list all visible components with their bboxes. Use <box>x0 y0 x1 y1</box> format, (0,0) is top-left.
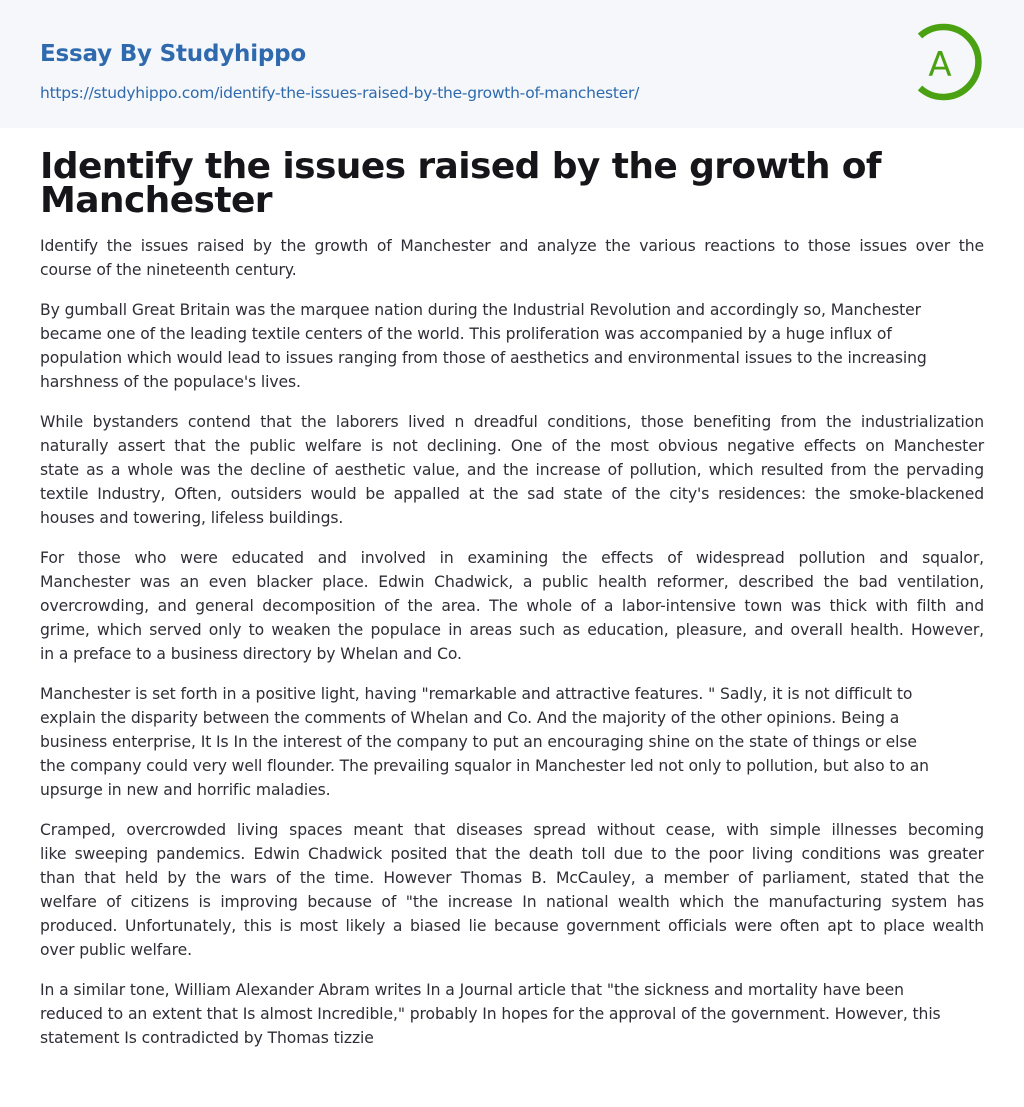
paragraph-line: than that held by the wars of the time. However Thomas B. McCauley, a member of parliament, stated that the <box>40 869 984 887</box>
page-title <box>40 146 984 221</box>
paragraph-line: For those who were educated and involved in examining the effects of widespread pollution and squalor, <box>40 549 984 567</box>
paragraph-line: While bystanders contend that the laborers lived n dreadful conditions, those benefiting from the industrialization <box>40 413 984 431</box>
paragraph-line: textile Industry, Often, outsiders would be appalled at the sad state of the city's residences: the smoke-blackened <box>40 485 984 503</box>
paragraph-line: like sweeping pandemics. Edwin Chadwick posited that the death toll due to the poor living conditions was greater <box>40 845 984 863</box>
paragraph-line: Cramped, overcrowded living spaces meant that diseases spread without cease, with simple illnesses becoming <box>40 821 984 839</box>
site-header <box>0 0 1024 128</box>
source-url-link[interactable]: https://studyhippo.com/identify-the-issues-raised-by-the-growth-of-manchester/ <box>40 84 640 102</box>
article <box>40 128 984 1050</box>
logo-ring-icon <box>912 19 986 105</box>
paragraph <box>40 978 984 1050</box>
paragraph-line: the company could very well flounder. The prevailing squalor in Manchester led not only to pollution, but also to an <box>40 757 929 775</box>
paragraph-line: houses and towering, lifeless buildings. <box>40 509 344 527</box>
paragraph-line: overcrowding, and general decomposition of the area. The whole of a labor-intensive town was thick with filth and <box>40 597 984 615</box>
paragraph-line: in a preface to a business directory by Whelan and Co. <box>40 645 462 663</box>
paragraph-line: course of the nineteenth century. <box>40 261 297 279</box>
paragraph <box>40 298 984 394</box>
paragraph-line: Identify the issues raised by the growth of Manchester and analyze the various reactions to those issues over the <box>40 237 984 255</box>
paragraph-line: explain the disparity between the comments of Whelan and Co. And the majority of the other opinions. Being a <box>40 709 900 727</box>
paragraph-line: In a similar tone, William Alexander Abram writes In a Journal article that "the sickness and mortality have been <box>40 981 904 999</box>
paragraph-line: welfare of citizens is improving because of "the increase In national wealth which the manufacturing system has <box>40 893 984 911</box>
paragraph <box>40 410 984 530</box>
brand-title: Essay By Studyhippo <box>40 41 307 67</box>
paragraph <box>40 546 984 666</box>
paragraph-line: grime, which served only to weaken the populace in areas such as education, pleasure, and overall health. However, <box>40 621 984 639</box>
paragraph-line: upsurge in new and horrific maladies. <box>40 781 331 799</box>
article-body <box>40 234 984 1050</box>
paragraph-line: produced. Unfortunately, this is most likely a biased lie because government officials were often apt to place wealth <box>40 917 984 935</box>
paragraph-line: statement Is contradicted by Thomas tizzie <box>40 1029 374 1047</box>
paragraph-line: state as a whole was the decline of aesthetic value, and the increase of pollution, which resulted from the pervading <box>40 461 984 479</box>
paragraph-line: Manchester is set forth in a positive light, having "remarkable and attractive features. " Sadly, it is not difficult to <box>40 685 913 703</box>
paragraph <box>40 818 984 962</box>
paragraph-line: harshness of the populace's lives. <box>40 373 301 391</box>
paragraph-line: Manchester was an even blacker place. Edwin Chadwick, a public health reformer, described the bad ventilation, <box>40 573 984 591</box>
logo-letter: A <box>928 45 952 85</box>
paragraph-line: reduced to an extent that Is almost Incredible," probably In hopes for the approval of the government. However, this <box>40 1005 941 1023</box>
studyhippo-logo-icon[interactable] <box>912 19 986 105</box>
paragraph-line: naturally assert that the public welfare is not declining. One of the most obvious negative effects on Manchester <box>40 437 984 455</box>
paragraph <box>40 234 984 282</box>
paragraph-line: business enterprise, It Is In the interest of the company to put an encouraging shine on the state of things or else <box>40 733 917 751</box>
paragraph-line: over public welfare. <box>40 941 192 959</box>
title-line: Identify the issues raised by the growth of <box>40 146 881 187</box>
title-line: Manchester <box>40 180 272 221</box>
paragraph <box>40 682 984 802</box>
paragraph-line: became one of the leading textile centers of the world. This proliferation was accompanied by a huge influx of <box>40 325 892 343</box>
paragraph-line: By gumball Great Britain was the marquee nation during the Industrial Revolution and accordingly so, Manchester <box>40 301 921 319</box>
paragraph-line: population which would lead to issues ranging from those of aesthetics and environmental issues to the increasing <box>40 349 927 367</box>
